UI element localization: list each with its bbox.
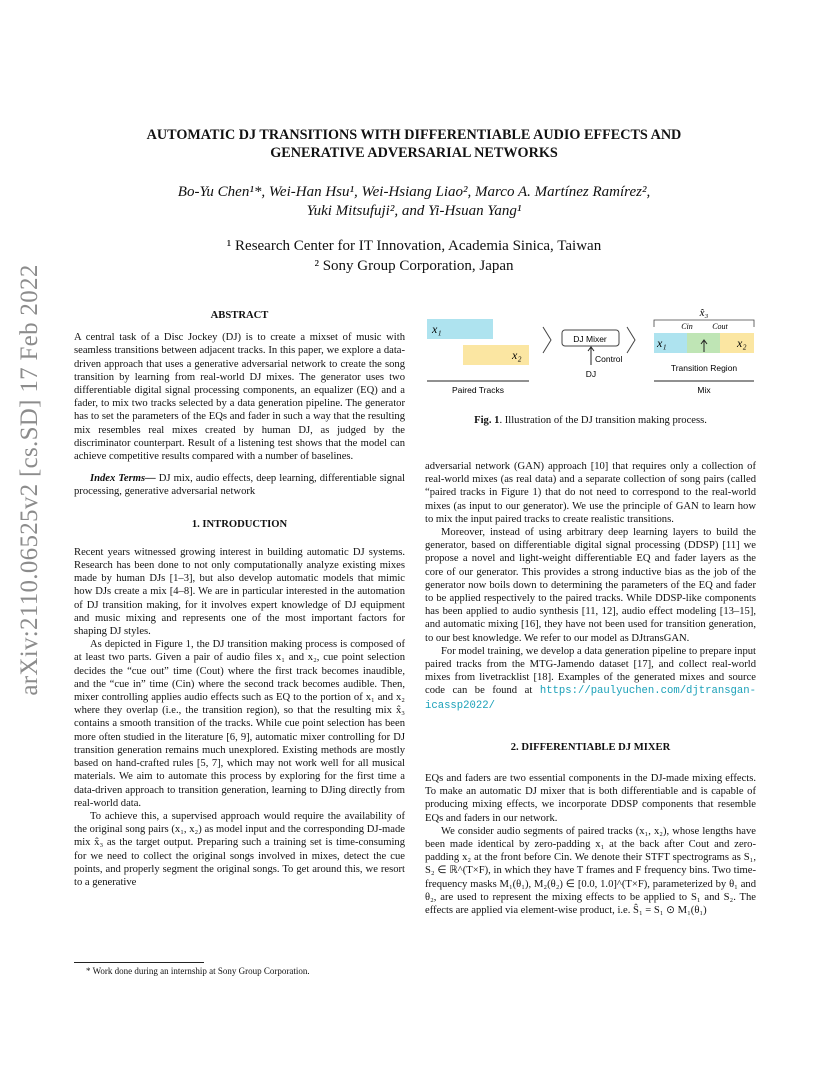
mix-label: Mix — [697, 385, 711, 395]
index-terms-label: Index Terms— — [90, 473, 156, 485]
transition-region-label: Transition Region — [670, 363, 738, 373]
intro-paragraph-1: Recent years witnessed growing interest in building automatic DJ systems. Research has been done to not only computationally analyze existing mixes made by human DJs [1–3], but also develop automatic models that mimic how DJs create a mix [4–8]. We are in particular interested in the automation of DJ transition making, for it involves expert knowledge of DJ equipment and music mixing and represents one of the most important factors for shaping DJ styles. — [74, 546, 405, 638]
paired-tracks-label: Paired Tracks — [452, 385, 504, 395]
right-paragraph-3 — [425, 645, 756, 713]
mix-x2-label: x₂ — [737, 336, 747, 350]
figure-1-diagram — [425, 305, 760, 405]
abstract-heading: ABSTRACT — [210, 310, 269, 321]
right-paragraph-3-text: For model training, we develop a data generation pipeline to prepare input paired tracks from the MTG-Jamendo dataset [17], and collect real-world mixes from livetracklist [18]. Examples of the generated mixes and source code can be found at — [425, 645, 756, 697]
dj-label: DJ — [585, 369, 597, 379]
index-terms — [74, 472, 405, 498]
x1-label: x₁ — [432, 322, 442, 336]
figure-caption-label: Fig. 1 — [474, 415, 500, 426]
mix-bracket — [654, 320, 754, 327]
c-in-label: Cin — [681, 322, 693, 331]
title-line-2: GENERATIVE ADVERSARIAL NETWORKS — [270, 145, 558, 161]
right-paragraph-1: adversarial network (GAN) approach [10] that requires only a collection of real-world mixes (as real data) and a separate collection of song pairs (called “paired tracks in Figure 1) that do not need to correspond to the real-world mixes (as input to our generator). We use the principle of GAN to learn how to mix the input paired tracks to create realistic transitions. — [425, 461, 756, 525]
dj-mixer-label: DJ Mixer — [573, 334, 607, 344]
x3-label: x̂₃ — [699, 307, 709, 319]
affiliations — [60, 236, 768, 276]
x2-label: x₂ — [512, 348, 522, 362]
mix-x1-label: x₁ — [657, 336, 667, 350]
authors-line-2: Yuki Mitsufuji², and Yi-Hsuan Yang¹ — [306, 203, 522, 219]
control-label: Control — [595, 354, 623, 364]
paper-title — [60, 126, 768, 162]
c-out-label: Cout — [712, 322, 728, 331]
arxiv-stamp — [8, 264, 52, 696]
footnote-rule — [74, 962, 204, 963]
intro-paragraph-2: As depicted in Figure 1, the DJ transition making process is composed of at least two parts. Given a pair of audio files x₁ and x₂, cue point selection decides the “cue out” time (Cout) where the first track becomes inaudible, and the “cue in” time (Cin) where the second track becomes audible. Then, mixer controlling applies audio effects such as EQ to the portion of x₁ and x₂ where they overlap (i.e., the transition region), so that the resulting mix x̂₃ contains a smooth transition of the tracks. While cue point selection has been more often studied in the literature [6, 9], automatic mixer controlling for DJ transition generation remains much unexplored. Existing methods are mostly based on hand-crafted rules [5, 7], which may not work well for all musical materials. We aim to automate this process by exploring for the first time a data-driven approach to transition generation, learning to DJing directly from real-world data. — [74, 639, 405, 809]
right-paragraph-2: Moreover, instead of using arbitrary deep learning layers to build the generator, based on differentiable digital signal processing (DDSP) [11] we propose a novel and light-weight differentiable EQ and fader layers as the core of our generator. This provides a strong inductive bias as the job of the generator now boils down to determining the parameters of the EQ and fader to be applied respectively to the paired tracks. While DDSP-like components has been applied to audio synthesis [11, 12], audio effect modeling [13–15], and automatic mixing [16], they have not been used for transition generation, to our best knowledge. We refer to our model as DJtransGAN. — [425, 527, 756, 644]
footnote: * Work done during an internship at Sony Group Corporation. — [86, 966, 310, 976]
chevron-right-icon — [627, 327, 635, 353]
arxiv-stamp-text: arXiv:2110.06525v2 [cs.SD] 17 Feb 2022 — [16, 264, 43, 696]
affiliation-2: ² Sony Group Corporation, Japan — [314, 258, 514, 274]
chevron-right-icon — [543, 327, 551, 353]
figure-caption-text: . Illustration of the DJ transition making process. — [499, 415, 707, 426]
section-2-paragraph-2: We consider audio segments of paired tracks (x₁, x₂), whose lengths have been made identical by zero-padding x₁ at the back after Cout and zero-padding x₂ at the front before Cin. We denote their STFT spectrograms as S₁, S₂ ∈ ℝ^(T×F), in which they have T frames and F frequency bins. Two time-frequency masks M₁(θ₁), M₂(θ₂) ∈ [0.0, 1.0]^(T×F), parameterized by θ₁ and θ₂, are used to represent the mixing effects to be applied to S₁ and S₂. The effects are applied via element-wise product, i.e. Ŝ₁ = S₁ ⊙ M₁(θ₁) — [425, 825, 756, 917]
right-column — [425, 460, 756, 917]
left-column — [74, 309, 405, 889]
affiliation-1: ¹ Research Center for IT Innovation, Academia Sinica, Taiwan — [226, 238, 602, 254]
intro-paragraph-3: To achieve this, a supervised approach would require the availability of the original song pairs (x₁, x₂) as model input and the corresponding DJ-made mix x̂₃ as the target output. Preparing such a training set is time-consuming for we need to collect the original songs involved in mixes, detect the cue points, and properly segment the original songs. To get around this, we resort to a generative — [74, 810, 405, 888]
abstract-body: A central task of a Disc Jockey (DJ) is to create a mixset of music with seamless transitions between adjacent tracks. In this paper, we explore a data-driven approach that uses a generative adversarial network to create the song transition by learning from real-world DJ mixes. The generator uses two differentiable digital signal processing components, an equalizer (EQ) and a fader, to mix two tracks selected by a data generation pipeline. The generator has to set the parameters of the EQs and fader in such a way that the resulting mix resembles real mixes created by human DJ, as judged by the discriminator counterpart. Result of a listening test shows that the model can achieve competitive results compared with a number of baselines. — [74, 332, 405, 463]
figure-caption — [425, 415, 756, 426]
section-2-heading: 2. DIFFERENTIABLE DJ MIXER — [510, 741, 671, 753]
title-line-1: AUTOMATIC DJ TRANSITIONS WITH DIFFERENTIABLE AUDIO EFFECTS AND — [146, 127, 682, 143]
section-2-paragraph-1: EQs and faders are two essential components in the DJ-made mixing effects. To make an automatic DJ mixer that is both differentiable and is capable of producing mixing effects, we incorporate DDSP components that resemble EQs and faders in our network. — [425, 773, 756, 824]
index-terms-body: DJ mix, audio effects, deep learning, differentiable signal processing, generative adversarial network — [74, 473, 405, 498]
intro-heading: 1. INTRODUCTION — [191, 518, 288, 530]
authors-line-1: Bo-Yu Chen¹*, Wei-Han Hsu¹, Wei-Hsiang Liao², Marco A. Martínez Ramírez², — [177, 184, 651, 200]
project-url-link[interactable]: https://paulyuchen.com/djtransgan-icassp2022/ — [425, 685, 756, 712]
authors — [60, 183, 768, 221]
